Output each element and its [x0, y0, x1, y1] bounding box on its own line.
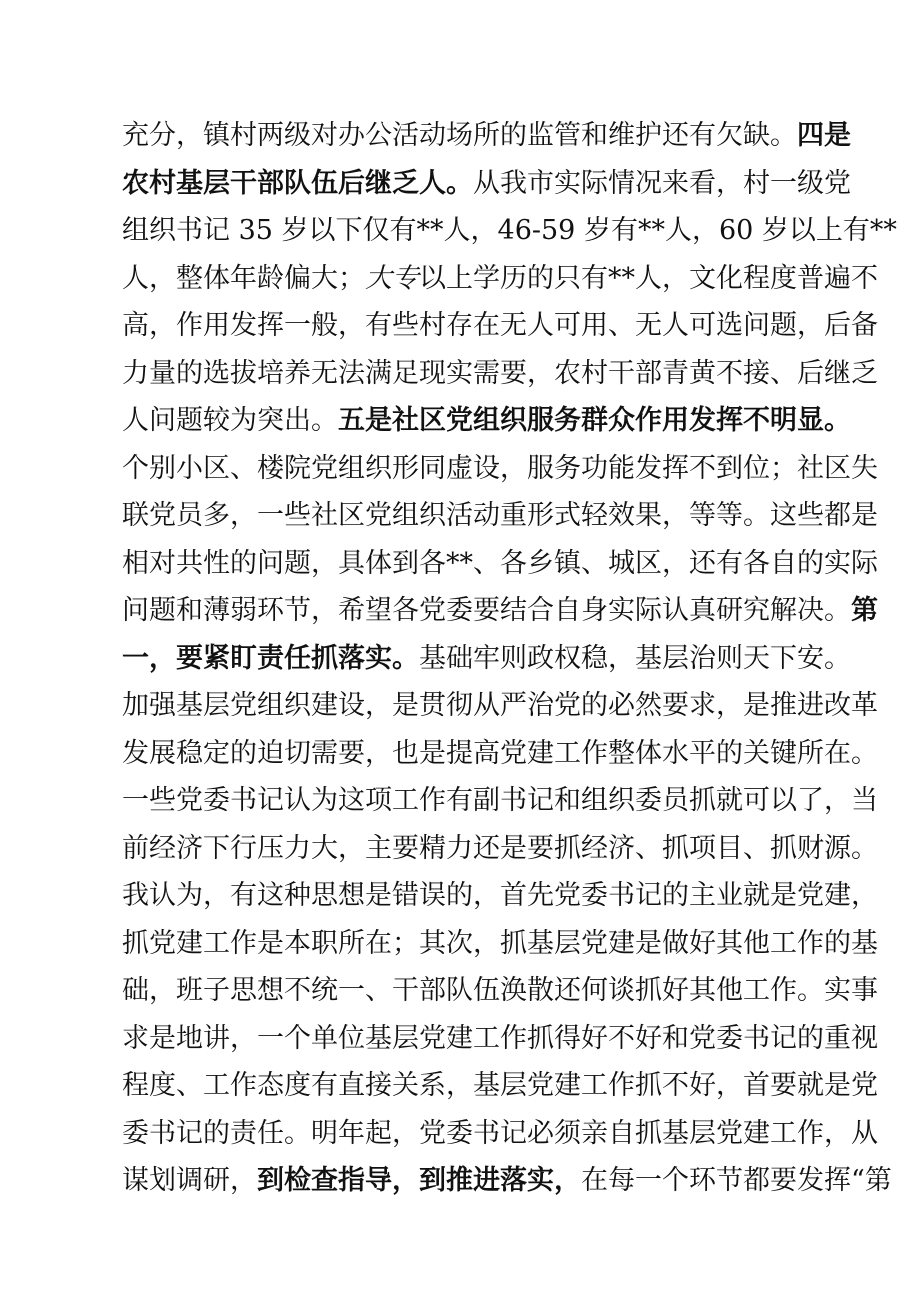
text-line [122, 920, 878, 968]
text-line [122, 1110, 878, 1158]
text-run: 个别小区、楼院党组织形同虚设，服务功能发挥不到位；社区失 [122, 452, 878, 484]
text-line [122, 967, 878, 1015]
text-run: 人问题较为突出。 [122, 405, 338, 436]
text-line [122, 445, 878, 493]
text-line [122, 207, 897, 255]
text-run: 力量的选拔培养无法满足现实需要，农村干部青黄不接、后继乏 [122, 357, 878, 389]
text-line [122, 540, 878, 588]
text-line [122, 587, 878, 635]
text-line [122, 777, 878, 825]
text-line [122, 825, 878, 873]
text-line [122, 1062, 878, 1110]
text-run: 以上学历的只有**人，文化程度普遍不 [419, 262, 878, 294]
bold-text-run: 第 [851, 595, 878, 626]
italic-text-run: 大专 [365, 262, 419, 294]
text-line [122, 160, 851, 208]
text-run: 联党员多，一些社区党组织活动重形式轻效果，等等。这些都是 [122, 500, 878, 531]
text-run: 我认为，有这种思想是错误的，首先党委书记的主业就是党建， [122, 880, 878, 911]
text-line [122, 112, 851, 160]
text-run: 谋划调研， [122, 1165, 257, 1196]
text-line [122, 682, 878, 730]
text-run: 础，班子思想不统一、干部队伍涣散还何谈抓好其他工作。实事 [122, 975, 878, 1006]
text-run: 充分，镇村两级对办公活动场所的监管和维护还有欠缺。 [122, 120, 797, 151]
text-line [122, 635, 851, 683]
text-run: 在每一个环节都要发挥“第 [581, 1165, 892, 1196]
text-line [122, 1015, 878, 1063]
text-run: 人，整体年龄偏大； [122, 262, 365, 294]
text-run: 一些党委书记认为这项工作有副书记和组织委员抓就可以了，当 [122, 785, 878, 816]
text-line [122, 350, 878, 398]
text-run: 加强基层党组织建设，是贯彻从严治党的必然要求，是推进改革 [122, 690, 878, 721]
text-run: 从我市实际情况来看，村一级党 [473, 167, 851, 199]
text-run: 程度、工作态度有直接关系，基层党建工作抓不好，首要就是党 [122, 1070, 878, 1101]
text-run: 抓党建工作是本职所在；其次，抓基层党建是做好其他工作的基 [122, 927, 878, 959]
text-run: 高，作用发挥一般，有些村存在无人可用、无人可选问题，后备 [122, 310, 878, 341]
text-run: 前经济下行压力大，主要精力还是要抓经济、抓项目、抓财源。 [122, 832, 878, 864]
bold-text-run: 五是社区党组织服务群众作用发挥不明显。 [338, 405, 851, 436]
text-run: 发展稳定的迫切需要，也是提高党建工作整体水平的关键所在。 [122, 737, 878, 769]
text-run: 基础牢则政权稳，基层治则天下安。 [419, 642, 851, 674]
text-run: 相对共性的问题，具体到各**、各乡镇、城区，还有各自的实际 [122, 547, 878, 579]
text-line [122, 255, 878, 303]
text-run: 委书记的责任。明年起，党委书记必须亲自抓基层党建工作，从 [122, 1117, 878, 1149]
bold-text-run: 到检查指导，到推进落实， [257, 1165, 581, 1196]
body-paragraph [122, 112, 897, 1205]
bold-text-run: 农村基层干部队伍后继乏人。 [122, 167, 473, 199]
text-run: 求是地讲，一个单位基层党建工作抓得好不好和党委书记的重视 [122, 1022, 878, 1054]
text-line [122, 492, 878, 540]
bold-text-run: 一，要紧盯责任抓落实。 [122, 642, 419, 674]
text-line [122, 872, 878, 920]
text-run: 问题和薄弱环节，希望各党委要结合自身实际认真研究解决。 [122, 595, 851, 626]
text-line [122, 302, 878, 350]
text-line [122, 397, 851, 445]
text-line [122, 1157, 892, 1205]
bold-text-run: 四是 [797, 120, 851, 151]
text-line [122, 730, 878, 778]
text-run: 组织书记 35 岁以下仅有**人，46-59 岁有**人，60 岁以上有** [122, 215, 897, 246]
